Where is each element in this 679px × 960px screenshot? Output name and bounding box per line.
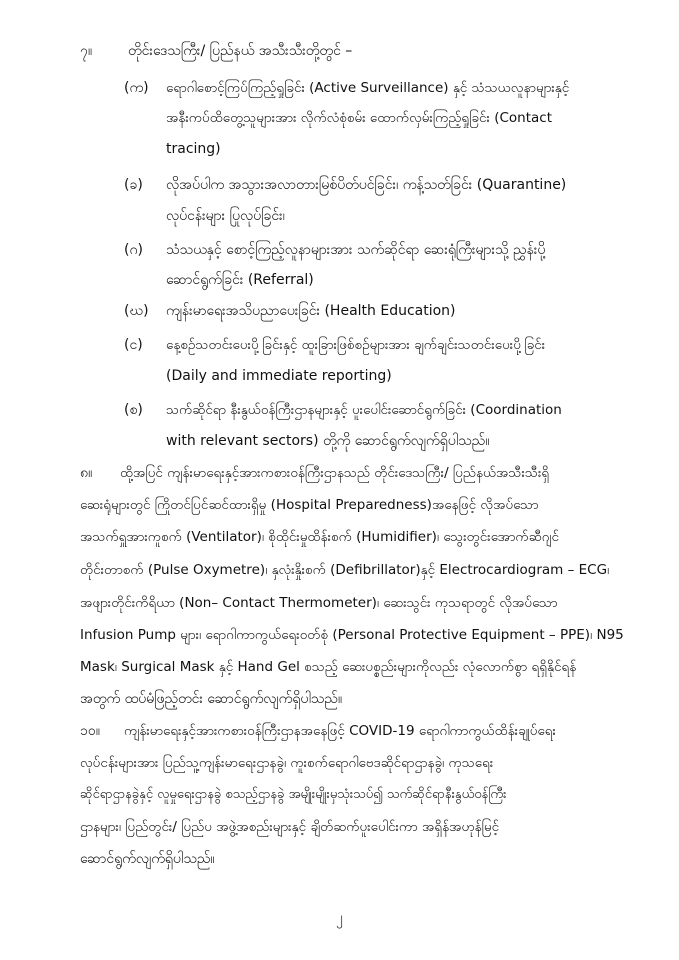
section-8-line-5: အဖျားတိုင်းကိရိယာ (Non– Contact Thermometer)၊ ဆေးသွင်း ကုသရာတွင် လိုအပ်သော — [80, 595, 558, 611]
section-8-line-8: အတွက် ထပ်မံဖြည့်တင်း ဆောင်ရွက်လျက်ရှိပါသည်။ — [80, 691, 343, 707]
item-gha-line-1: ကျန်းမာရေးအသိပညာပေးခြင်း (Health Education) — [166, 303, 456, 319]
item-ka-line-3: tracing) — [166, 141, 221, 157]
page-number: ၂ — [336, 910, 343, 926]
section-7-number: ၇။ — [80, 43, 93, 59]
section-8-line-4: တိုင်းတာစက် (Pulse Oxymetre)၊ နှလုံးနှိုးစက် (Defibrillator)နှင့် Electrocardiogram – ECG၊ — [80, 562, 610, 578]
item-kha-line-1: လိုအပ်ပါက အသွားအလာတားမြစ်ပိတ်ပင်ခြင်း၊ ကန့်သတ်ခြင်း (Quarantine) — [166, 177, 567, 193]
section-10-line-5: ဆောင်ရွက်လျက်ရှိပါသည်။ — [80, 851, 215, 867]
section-10-line-1: ကျန်းမာရေးနှင့်အားကစားဝန်ကြီးဌာနအနေဖြင့် COVID-19 ရောဂါကာကွယ်ထိန်းချုပ်ရေး — [124, 723, 556, 739]
section-7-intro: တိုင်းဒေသကြီး/ ပြည်နယ် အသီးသီးတို့တွင် – — [128, 43, 353, 59]
section-8-line-7: Mask၊ Surgical Mask နှင့် Hand Gel စသည့် ဆေးပစ္စည်းများကိုလည်း လုံလောက်စွာ ရရှိနိုင်ရန် — [80, 659, 577, 675]
item-ka-marker: (က) — [124, 80, 149, 96]
item-kha-line-2: လုပ်ငန်းများ ပြုလုပ်ခြင်း၊ — [166, 208, 285, 224]
item-sa-line-1: သက်ဆိုင်ရာ နီးနွယ်ဝန်ကြီးဌာနများနှင့် ပူးပေါင်းဆောင်ရွက်ခြင်း (Coordination — [166, 402, 562, 418]
section-10-number: ၁၀။ — [80, 723, 100, 739]
section-8-line-6: Infusion Pump များ၊ ရောဂါကာကွယ်ရေးဝတ်စုံ (Personal Protective Equipment – PPE)၊ N95 — [80, 627, 624, 643]
item-sa-marker: (စ) — [124, 402, 143, 418]
section-8-line-1: ထို့အပြင် ကျန်းမာရေးနှင့်အားကစားဝန်ကြီးဌာနသည် တိုင်းဒေသကြီး/ ပြည်နယ်အသီးသီးရှိ — [120, 465, 550, 481]
item-nga-marker: (င) — [124, 337, 143, 353]
item-ka-line-2: အနီးကပ်ထိတွေ့သူများအား လိုက်လံစုံစမ်း ထောက်လှမ်းကြည့်ရှုခြင်း (Contact — [166, 110, 553, 126]
item-ka-line-1: ရောဂါစောင့်ကြပ်ကြည့်ရှုခြင်း (Active Surveillance) နှင့် သံသယလူနာများနှင့် — [166, 80, 570, 96]
item-sa-line-2: with relevant sectors) တို့ကို ဆောင်ရွက်လျက်ရှိပါသည်။ — [166, 433, 490, 449]
item-nga-line-1: နေ့စဉ်သတင်းပေးပို့ခြင်းနှင့် ထူးခြားဖြစ်စဉ်များအား ချက်ချင်းသတင်းပေးပို့ခြင်း — [166, 337, 546, 353]
section-8-number: ၈။ — [80, 465, 93, 481]
section-8-line-3: အသက်ရှူအားကူစက် (Ventilator)၊ စိုထိုင်းမှုထိန်းစက် (Humidifier)၊ သွေးတွင်းအောက်ဆီဂျင် — [80, 529, 560, 545]
item-nga-line-2: (Daily and immediate reporting) — [166, 368, 392, 384]
section-10-line-4: ဌာနများ၊ ပြည်တွင်း/ ပြည်ပ အဖွဲ့အစည်းများနှင့် ချိတ်ဆက်ပူးပေါင်းကာ အရှိန်အဟုန်မြင့် — [80, 819, 500, 835]
item-gha-marker: (ဃ) — [124, 303, 149, 319]
item-ga-line-1: သံသယနှင့် စောင့်ကြည့်လူနာများအား သက်ဆိုင်ရာ ဆေးရုံကြီးများသို့ ညွှန်းပို့ — [166, 242, 546, 258]
item-kha-marker: (ခ) — [124, 177, 143, 193]
section-10-line-3: ဆိုင်ရာဌာနခွဲနှင့် လူမှုရေးဌာနခွဲ စသည့်ဌာနခွဲ အမျိုးမျိုးမှသုံးသပ်၍ သက်ဆိုင်ရာနီးနွယ်ဝန်ကြီး — [80, 787, 507, 802]
item-ga-line-2: ဆောင်ရွက်ခြင်း (Referral) — [166, 272, 314, 288]
section-10-line-2: လုပ်ငန်းများအား ပြည်သူ့ကျန်းမာရေးဌာနခွဲ၊ ကူးစက်ရောဂါဗေဒဆိုင်ရာဌာနခွဲ၊ ကုသရေး — [80, 755, 494, 771]
item-ga-marker: (ဂ) — [124, 242, 143, 258]
section-8-line-2: ဆေးရုံများတွင် ကြိုတင်ပြင်ဆင်ထားရှိမှု (Hospital Preparedness)အနေဖြင့် လိုအပ်သော — [80, 497, 539, 513]
